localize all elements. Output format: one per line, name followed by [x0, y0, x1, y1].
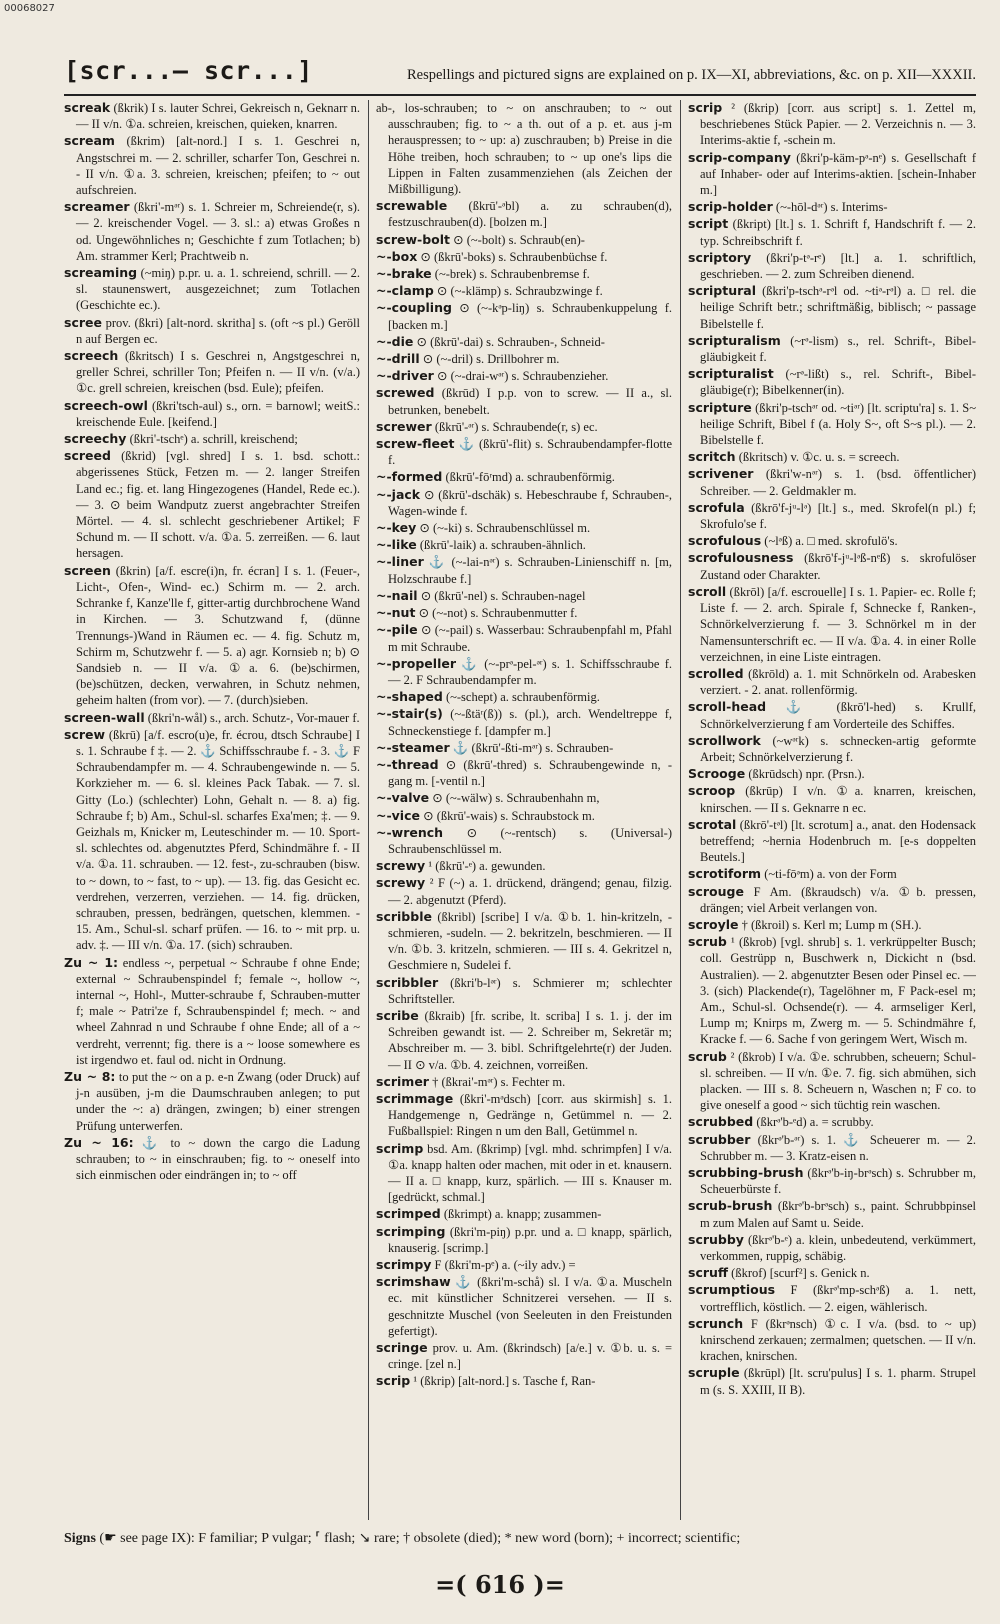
entry-headword: Zu ~ 8: [64, 1068, 116, 1084]
entry-headword: ~-drill [376, 351, 420, 367]
entry-definition: ⚓ (ßkrō'l-hed) s. Krullf, Schnörkelverzierung f am Vorderteile des Schiffes. [700, 700, 976, 731]
entry-headword: scrolled [688, 665, 744, 681]
dictionary-entry [688, 1049, 976, 1114]
entry-headword: scripturalist [688, 366, 774, 382]
dictionary-entry [688, 1365, 976, 1397]
dictionary-entry [688, 766, 976, 782]
entry-definition: (ßkri'-tschᵉ) a. schrill, kreischend; [129, 432, 298, 447]
dictionary-entry [376, 790, 672, 806]
dictionary-entry [688, 400, 976, 449]
entry-headword: ~-nail [376, 587, 418, 603]
dictionary-entry [376, 825, 672, 857]
entry-headword: ~-pile [376, 622, 418, 638]
dictionary-entry [688, 449, 976, 465]
entry-headword: scruple [688, 1365, 740, 1381]
entry-headword: ~-die [376, 333, 414, 349]
entry-definition: (ßkrᵊ'b-ᵊʳ) s. 1. ⚓ Scheuerer m. — 2. Schrubber m. — 3. Kratz-eisen n. [700, 1132, 976, 1163]
entry-headword: screwy [376, 875, 426, 891]
entry-headword: scrip-company [688, 149, 791, 165]
dictionary-entry [376, 351, 672, 367]
entry-definition: ⊙ (ßkrū'-dai) s. Schrauben-, Schneid- [416, 334, 605, 349]
entry-headword: scribble [376, 908, 432, 924]
entry-definition: ¹ (ßkrip) [alt-nord.] s. Tasche f, Ran- [413, 1374, 596, 1389]
entry-headword: scriptural [688, 283, 757, 299]
entry-headword: scroop [688, 783, 736, 799]
entry-definition: (~-schept) a. schraubenförmig. [445, 690, 600, 705]
dictionary-entry [376, 1008, 672, 1073]
entry-definition: ⊙ (ßkrū'-nel) s. Schrauben-nagel [420, 588, 586, 603]
entry-range: [scr...— scr...] [64, 56, 313, 85]
dictionary-entry [376, 198, 672, 230]
entry-definition: prov. (ßkri) [alt-nord. skritha] s. (oft ~s pl.) Geröll n auf Bergen ec. [76, 315, 360, 346]
entry-headword: scrip [376, 1373, 411, 1389]
entry-definition: (~miŋ) p.pr. u. a. 1. schreiend, schrill. — 2. sl. staunenswert, ausgezeichnet; zum Totlachen (Geschichte ec.). [76, 266, 360, 313]
dictionary-entry [64, 431, 360, 447]
dictionary-entry [688, 1198, 976, 1230]
entry-definition: (ßkrᵊ'b-iŋ-brᵊsch) s. Schrubber m, Scheuerbürste f. [700, 1166, 976, 1197]
dictionary-entry [376, 588, 672, 604]
dictionary-entry [688, 1316, 976, 1365]
dictionary-entry [376, 875, 672, 907]
dictionary-entry [376, 1091, 672, 1140]
entry-definition: (ßkri'm-piŋ) p.pr. und a. □ knapp, spärlich, knauserig. [scrimp.] [388, 1224, 672, 1255]
entry-definition: ⊙ (~-klämp) s. Schraubzwinge f. [436, 284, 603, 299]
entry-definition: ⚓ (~-prᵊ-pel-ᵊʳ) s. 1. Schiffsschraube f. — 2. F Schraubendampfer m. [388, 656, 672, 687]
entry-headword: screed [64, 448, 111, 464]
entry-definition: ² F (~) a. 1. drückend, drängend; genau, filzig. — 2. abgenutzt (Pferd). [388, 876, 672, 907]
entry-headword: scribbler [376, 974, 439, 990]
dictionary-entry [376, 706, 672, 738]
entry-headword: screechy [64, 431, 127, 447]
dictionary-entry [64, 100, 360, 132]
entry-definition: ⊙ (ßkrū'-boks) s. Schraubenbüchse f. [420, 249, 608, 264]
entry-headword: Zu ~ 16: [64, 1134, 134, 1150]
entry-definition: (ßkrō'f-jᵘ-lᵊß-nᵉß) s. skrofulöser Zustand oder Charakter. [700, 551, 976, 582]
entry-headword: Scrooge [688, 766, 746, 782]
entry-definition: (ßkrof) [scurf²] s. Genick n. [731, 1266, 870, 1281]
entry-headword: screak [64, 100, 111, 115]
entry-definition: ⊙ (~-bolt) s. Schraub(en)- [453, 232, 585, 247]
dictionary-entry [376, 1257, 672, 1273]
entry-headword: scrub [688, 1048, 727, 1064]
entry-definition: (ßkrōld) a. 1. mit Schnörkeln od. Arabesken verziert. - 2. anat. rollenförmig. [700, 666, 976, 698]
dictionary-entry [688, 1132, 976, 1164]
entry-headword: scree [64, 314, 102, 330]
signs-legend [64, 1530, 976, 1547]
dictionary-entry [376, 554, 672, 586]
dictionary-entry [376, 909, 672, 974]
dictionary-entry [376, 419, 672, 435]
dictionary-entry [688, 550, 976, 582]
entry-headword: ~-clamp [376, 283, 434, 299]
entry-headword: screwable [376, 198, 448, 214]
signs-text: (☛ see page IX): F familiar; P vulgar; ⸢ flash; ↘ rare; † obsolete (died); * new word (born); + incorrect; scientific; [99, 1531, 741, 1546]
entry-headword: scrunch [688, 1315, 744, 1331]
entry-definition: (~rᵊ-lißt) s., rel. Schrift-, Bibel-gläubige(r); Bibelkenner(in). [700, 367, 976, 398]
entry-headword: scrivener [688, 466, 754, 482]
dictionary-entry [376, 858, 672, 874]
entry-definition: (~rᵊ-lism) s., rel. Schrift-, Bibel-gläubigkeit f. [700, 333, 976, 365]
entry-headword: ~-valve [376, 790, 430, 806]
entry-headword: scrub-brush [688, 1198, 773, 1214]
dictionary-entry [376, 487, 672, 519]
dictionary-entry [64, 199, 360, 264]
entry-headword: ~-jack [376, 486, 421, 502]
entry-headword: scroyle [688, 916, 739, 932]
entry-definition: (~-brek) s. Schraubenbremse f. [434, 267, 590, 282]
dictionary-entry [376, 436, 672, 468]
entry-definition: (ßkri'-mᵊʳ) s. 1. Schreier m, Schreiende(r, s). — 2. kreischender Vogel. — 3. sl.: a) etwas Großes n od. Ungewöhnliches n; Geschichte f zum Totlachen; b) Am. strammer Kerl; Prachtweib n. [76, 200, 360, 263]
dictionary-entry [688, 366, 976, 398]
dictionary-entry [688, 283, 976, 332]
entry-definition: (ßkritsch) I s. Geschrei n, Angstgeschrei n, greller Schrei, schriller Ton; Pfeifen n. — II v/n. (v/a.) ①c. grell schreien, kreischen (bsd. Eule); pfeifen. [76, 349, 360, 396]
entry-headword: scrubbing-brush [688, 1165, 804, 1180]
dictionary-entry [688, 1165, 976, 1197]
entry-headword: scream [64, 133, 115, 149]
entry-definition: (ßkript) [lt.] s. 1. Schrift f, Handschrift f. — 2. typ. Schreibschrift f. [700, 217, 976, 248]
entry-headword: scrimped [376, 1206, 441, 1222]
entry-headword: ~-box [376, 248, 418, 264]
entry-headword: scroll-head [688, 699, 767, 715]
dictionary-entry [376, 757, 672, 789]
entry-definition: (~wᵊʳk) s. schnecken-artig geformte Arbeit; Schnörkelverzierung f. [700, 733, 976, 764]
entry-definition: ² (ßkrob) I v/a. ①e. schrubben, scheuern; Schul-sl. schreiben. — II v/n. ①e. 7. fig. sich abmühen, sich placken. — III s. 8. Scheuern n, Waschen n; F co. to give oneself a good ~ sich tüchtig rein waschen. [700, 1049, 976, 1113]
entry-headword: scriptory [688, 249, 752, 265]
entry-headword: scrubby [688, 1231, 744, 1247]
entry-definition: (ßkri'tsch-aul) s., orn. = barnowl; weitS.: kreischende Eule. [keifend.] [76, 398, 360, 429]
dictionary-entry [688, 699, 976, 731]
entry-definition: (ßkri'w-nᵊʳ) s. 1. (bsd. öffentlicher) Schreiber. — 2. Geldmakler m. [700, 467, 976, 498]
dictionary-entry [376, 1224, 672, 1256]
dictionary-entry [688, 884, 976, 916]
entry-definition: (ßkrᵊ'b-brᵊsch) s., paint. Schrubbpinsel m zum Malen auf Samt u. Seide. [700, 1199, 976, 1230]
entry-definition: (ßkrin) [a/f. escre(i)n, fr. écran] I s. 1. (Feuer-, Licht-, Ofen-, Wind- ec.) Schirm m. — 2. arch. Schranke f, Kanze'lle f, gitter-artig durchbrochene Wand in Kirchen. — 3. Schutzwand f, (dünne Trennungs-)Wand in Räumen ec. — 4. fig. Schutz m, Schirm m, Schutzwehr f. — 5. a) agr. Kornsieb n; b) ⊙ Sandsieb n. — II v/a. ①a. 6. (be)schirmen, (be)schützen, decken, verwahren, in Schutz nehmen, geheim halten (from vor). — 7. (durch)sieben. [76, 563, 360, 708]
column-3 [688, 100, 976, 1520]
dictionary-entry [376, 334, 672, 350]
entry-definition: ⊙ (ßkrū'-thred) s. Schraubengewinde n, -gang m. [-ventil n.] [388, 757, 672, 789]
entry-definition: ⚓ (ßkri'm-schå) sl. I v/a. ①a. Muscheln ec. mit künstlicher Schnitzerei versehen. — II s. geschnitzte Muschel (von Seeleuten in den Freistunden gefertigt). [388, 1275, 672, 1338]
entry-definition: ⊙ (~-pail) s. Wasserbau: Schraubenpfahl m, Pfahl m mit Schraube. [388, 623, 672, 654]
dictionary-entry [376, 266, 672, 282]
entry-definition: (ßkri'p-tᵊ-rᵉ) [lt.] a. 1. schriftlich, geschrieben. — 2. zum Schreiben dienend. [700, 250, 976, 282]
entry-headword: ~-shaped [376, 689, 443, 705]
dictionary-entry [64, 710, 360, 726]
dictionary-entry [688, 250, 976, 282]
entry-headword: screamer [64, 199, 130, 215]
entry-definition: (ßkri'p-tschᵊ-rᵊl od. ~tiᵊ-rᵊl) a. □ rel. die heilige Schrift betr.; schriftmäßig, biblisch; ~ passage Bibelstelle f. [700, 284, 976, 331]
entry-headword: ~-driver [376, 368, 434, 384]
entry-definition: (ßkri'b-lᵊʳ) s. Schmierer m; schlechter Schriftsteller. [388, 975, 672, 1006]
dictionary-entry [376, 689, 672, 705]
entry-definition: (ßkrō'-tᵊl) [lt. scrotum] a., anat. den Hodensack betreffend; ~hernia Hodenbruch m. [e-s doppelten Beutels.] [700, 817, 976, 865]
entry-headword: ~-vice [376, 807, 420, 823]
entry-headword: scrip-holder [688, 199, 773, 215]
dictionary-entry [688, 666, 976, 698]
entry-headword: ~-like [376, 537, 417, 553]
dictionary-entry [64, 1135, 360, 1184]
entry-definition: (ßkraib) [fr. scribe, lt. scriba] I s. 1. j. der im Schreiben gewandt ist. — 2. Schreiber m, Sekretär m; Abschreiber m. — 3. bibl. Schriftgelehrte(r) der Juden. — II ⊙ v/a. ①b. 4. zeichnen, vorreißen. [388, 1008, 672, 1072]
dictionary-entry [688, 1232, 976, 1264]
entry-definition: (ßkrim) [alt-nord.] I s. 1. Geschrei n, Angstschrei m. — 2. schriller, scharfer Ton, Geschrei n. - II v/n. ①a. 3. schreien, kreischen; pfeifen; to ~ out aufschreien. [76, 134, 360, 198]
dictionary-entry [376, 385, 672, 417]
entry-definition: (ßkrū'-laik) a. schrauben-ähnlich. [419, 538, 586, 553]
entry-headword: ~-nut [376, 605, 416, 621]
column-divider [680, 100, 681, 1520]
entry-definition: (~ti-fōᵊm) a. von der Form [764, 867, 897, 882]
entry-definition: to put the ~ on a p. e-n Zwang (oder Druck) auf j-n ausüben, j-m die Daumschrauben anlegen; to put under the ~: a) drängen, zwingen; b) einer strengen Prüfung unterwerfen. [76, 1069, 360, 1133]
entry-definition: (ßkrūpl) [lt. scru'pulus] I s. 1. pharm. Strupel m (s. S. XXIII, II B). [700, 1366, 976, 1397]
dictionary-entry [688, 150, 976, 199]
entry-headword: ~-key [376, 520, 417, 536]
entry-definition: (ßkri'p-käm-pᵊ-nᵉ) s. Gesellschaft f auf Inhaber- oder auf Interims-aktien. [schein-Inhaber m.] [700, 150, 976, 198]
dictionary-entry [376, 232, 672, 248]
entry-definition: (ßkrō'f-jᵘ-lᵊ) [lt.] s., med. Skrofel(n pl.) f; Skrofulo'se f. [700, 500, 976, 532]
entry-definition: ⚓ (~-lai-nᵊʳ) s. Schrauben-Linienschiff n. [m, Holzschraube f.] [388, 555, 672, 586]
dictionary-entry [688, 100, 976, 149]
column-2 [376, 100, 672, 1520]
entry-headword: screwy [376, 858, 426, 874]
entry-definition: (ßkribl) [scribe] I v/a. ①b. 1. hin-kritzeln, -schmieren, -sudeln. — 2. bekritzeln, beschmieren. — II v/n. ①b. 3. kritzeln, schmieren. — III s. 4. Gekritzel n, Geschmiere n, Sudelei f. [388, 909, 672, 973]
entry-definition: ab-, los-schrauben; to ~ on anschrauben; to ~ out ausschrauben; fig. to ~ a th. out of a p. et. aus j-m herauspressen; to ~ up: a) zuschrauben; b) Preise in die Höhe treiben, hoch schrauben; to ~ up one's lips die Lippen in Falten zusammenziehen (als Zeichen der Mißbilligung). [376, 101, 672, 197]
dictionary-entry [64, 398, 360, 430]
column-1 [64, 100, 360, 1520]
entry-definition: (ßkri'p-tschᵊʳ od. ~tiᵊʳ) [lt. scriptu'ra] s. 1. S~ heilige Schrift, Bibel f (a. Holy S~, oft S~s pl.). — 2. Bibelstelle f. [700, 400, 976, 448]
entry-headword: scrotiform [688, 866, 762, 882]
entry-definition: ⊙ (~-wälw) s. Schraubenhahn m, [432, 791, 600, 806]
entry-headword: ~-wrench [376, 824, 444, 840]
entry-headword: scrotal [688, 816, 737, 832]
entry-definition: (ßkrimpt) a. knapp; zusammen- [443, 1207, 602, 1222]
entry-definition: (ßkrik) I s. lauter Schrei, Gekreisch n, Geknarr n. — II v/n. ①a. schreien, kreischen, quieken, knarren. [76, 101, 360, 132]
entry-headword: scrofulous [688, 533, 762, 549]
dictionary-entry [688, 533, 976, 549]
dictionary-entry [688, 216, 976, 248]
dictionary-entry [688, 917, 976, 933]
dictionary-entry [688, 1282, 976, 1314]
entry-definition: ⚓ to ~ down the cargo die Ladung schrauben; to ~ in einschrauben; fig. to ~ oneself into sich einmischen oder eindrängen in; to ~ off [76, 1135, 360, 1183]
page-id: 00068027 [4, 3, 55, 14]
page-header [64, 54, 976, 96]
dictionary-columns [64, 100, 976, 1520]
entry-definition: ⊙ (~-ki) s. Schraubenschlüssel m. [419, 521, 591, 536]
entry-definition: (ßkrᵊ'b-ᵉd) a. = scrubby. [756, 1115, 874, 1130]
entry-headword: ~-brake [376, 266, 432, 282]
entry-headword: scrimpy [376, 1257, 432, 1273]
entry-headword: scrofula [688, 499, 745, 515]
dictionary-entry [376, 100, 672, 197]
entry-definition: (ßkritsch) v. ①c. u. s. = screech. [738, 450, 900, 465]
dictionary-entry [64, 348, 360, 397]
entry-headword: scrimer [376, 1073, 429, 1089]
entry-definition: ⊙ (~-rentsch) s. (Universal-) Schraubenschlüssel m. [388, 825, 672, 856]
entry-definition: ² (ßkrip) [corr. aus script] s. 1. Zettel m, beschriebenes Stück Papier. — 2. Verzeichnis n. — 3. Interims-aktie f, -schein m. [700, 101, 976, 148]
dictionary-entry [688, 783, 976, 815]
entry-definition: bsd. Am. (ßkrimp) [vgl. mhd. schrimpfen] I v/a. ①a. knapp halten oder machen, mit oder in et. knausern. — II a. □ knapp, kurz, spärlich. — III s. Knauser m. [gedrückt, schmal.] [388, 1141, 672, 1205]
entry-definition: ⊙ (ßkrū'-wais) s. Schraubstock m. [423, 808, 595, 823]
entry-definition: (ßkrūd) I p.p. von to screw. — II a., sl. betrunken, benebelt. [388, 386, 672, 417]
dictionary-entry [376, 808, 672, 824]
entry-definition: (ßkrū'-ᵊʳ) s. Schraubende(r, s) ec. [434, 419, 598, 434]
entry-definition: F (ßkri'm-pᵉ) a. (~ily adv.) = [434, 1258, 576, 1273]
entry-headword: scrimping [376, 1223, 446, 1239]
entry-definition: ⊙ (~-dril) s. Drillbohrer m. [422, 352, 560, 367]
dictionary-entry [688, 934, 976, 1047]
entry-headword: scripturalism [688, 332, 781, 348]
dictionary-entry [64, 563, 360, 709]
dictionary-entry [376, 300, 672, 332]
entry-definition: (~lᵊß) a. □ med. skrofulö's. [764, 534, 898, 549]
entry-definition: ⊙ (~-kᵊp-liŋ) s. Schraubenkuppelung f. [backen m.] [388, 301, 672, 332]
dictionary-entry [376, 520, 672, 536]
dictionary-entry [376, 1141, 672, 1206]
dictionary-entry [376, 249, 672, 265]
entry-headword: scrouge [688, 883, 744, 899]
entry-headword: ~-steamer [376, 739, 450, 755]
dictionary-entry [688, 1265, 976, 1281]
dictionary-entry [688, 466, 976, 498]
entry-definition: † (ßkrai'-mᵊʳ) s. Fechter m. [432, 1074, 566, 1089]
entry-headword: scrimmage [376, 1090, 454, 1106]
entry-definition: ⊙ (ßkrū'-dschäk) s. Hebeschraube f, Schrauben-, Wagen-winde f. [388, 487, 672, 518]
dictionary-entry [64, 265, 360, 314]
dictionary-entry [376, 975, 672, 1007]
entry-definition: ¹ (ßkrob) [vgl. shrub] s. 1. verkrüppelter Busch; coll. Gestrüpp n, Buschwerk n, Dickicht n (bsd. Australien). — 2. abgenutzter Besen oder Pinsel ec. — 3. (sich) Plackende(r), Tagelöhner m, F Pack-esel m; Am., Schul-sl. Ochsende(r). — 4. armseliger Kerl, Lump m; Knirps m, Zwerg m. — 5. Schindmähre f, Kracke f. — 6. Sache f von geringem Wert, Wisch m. [700, 935, 976, 1047]
dictionary-entry [376, 622, 672, 654]
entry-definition: (~-ßtäʳ(ß)) s. (pl.), arch. Wendeltreppe f, Schneckenstiege f. [dampfer m.] [388, 707, 672, 738]
dictionary-entry [688, 733, 976, 765]
dictionary-entry [376, 605, 672, 621]
entry-definition: prov. u. Am. (ßkrindsch) [a/e.] v. ①b. u. s. = cringe. [zel n.] [388, 1341, 672, 1372]
entry-definition: (ßkrūp) I v/n. ①a. knarren, kreischen, knirschen. — II s. Geknarre n ec. [700, 784, 976, 815]
entry-headword: ~-thread [376, 756, 439, 772]
entry-headword: scringe [376, 1340, 428, 1356]
dictionary-entry [376, 1206, 672, 1222]
entry-headword: screech [64, 348, 119, 364]
dictionary-entry [688, 333, 976, 365]
entry-headword: screw-fleet [376, 436, 455, 452]
entry-headword: screw-bolt [376, 231, 451, 247]
entry-definition: ¹ (ßkrū'-ᵉ) a. gewunden. [428, 859, 546, 874]
entry-headword: scrip [688, 100, 723, 115]
entry-headword: ~-formed [376, 469, 443, 485]
dictionary-entry [688, 866, 976, 882]
entry-headword: ~-coupling [376, 300, 452, 316]
entry-headword: screen-wall [64, 709, 145, 725]
dictionary-entry [688, 199, 976, 215]
entry-headword: screen [64, 562, 111, 578]
header-note: Respellings and pictured signs are explained on p. IX—XI, abbreviations, &c. on p. XII—XXXII. [407, 67, 976, 83]
entry-headword: scripture [688, 399, 752, 415]
entry-definition: (ßkrid) [vgl. shred] I s. 1. bsd. schott.: abgerissenes Stück, Fetzen m. — 2. langer Streifen Land ec.; fig. et. lang Hingezogenes (Handel, Rede ec.). — 3. ⊙ beim Wandputz zuerst angebrachter Streifen Mörtel. — 4. sl. schlecht geschriebener Artikel; F Schund m. — II schott. v/a. ①a. 5. zerreißen. — 6. laut hersagen. [76, 449, 360, 561]
dictionary-entry [376, 368, 672, 384]
entry-headword: screech-owl [64, 397, 148, 413]
entry-headword: scrimp [376, 1140, 424, 1156]
dictionary-entry [64, 727, 360, 954]
entry-definition: F (ßkrᵊ'mp-schᵊß) a. 1. nett, vortrefflich, köstlich. — 2. eigen, wählerisch. [700, 1283, 976, 1314]
entry-definition: (ßkrū'-ᵊbl) a. zu schrauben(d), festzuschrauben(d). [bolzen m.] [388, 199, 672, 230]
dictionary-entry [376, 1074, 672, 1090]
dictionary-entry [376, 656, 672, 688]
entry-headword: scribe [376, 1007, 419, 1023]
entry-definition: F Am. (ßkraudsch) v/a. ①b. pressen, drängen; viel Arbeit verlangen von. [700, 884, 976, 915]
dictionary-entry [376, 469, 672, 485]
entry-headword: scrubbed [688, 1114, 754, 1130]
entry-headword: script [688, 216, 729, 232]
entry-headword: scrofulousness [688, 550, 794, 566]
page-number: =( 616 )= [435, 1570, 565, 1599]
entry-headword: screwer [376, 418, 432, 434]
dictionary-entry [64, 955, 360, 1068]
entry-definition: † (ßkroil) s. Kerl m; Lump m (SH.). [741, 917, 922, 932]
entry-definition: (~-hōl-dᵊʳ) s. Interims- [775, 200, 888, 215]
entry-definition: (ßkrᵊ'b-ᵉ) a. klein, unbedeutend, verkümmert, verkommen, ruppig, schäbig. [700, 1232, 976, 1264]
dictionary-entry [64, 1069, 360, 1134]
entry-definition: ⚓ (ßkrū'-ßti-mᵊʳ) s. Schrauben- [452, 740, 614, 755]
entry-definition: F (ßkrᵊnsch) ①c. I v/a. (bsd. to ~ up) knirschend zerkauen; zermalmen; quetschen. — II v/n. krachen, knirschen. [700, 1316, 976, 1364]
entry-headword: screwed [376, 385, 435, 401]
entry-definition: ⊙ (~-drai-wᵊʳ) s. Schraubenzieher. [436, 369, 609, 384]
entry-headword: screaming [64, 265, 138, 281]
dictionary-entry [376, 1274, 672, 1339]
entry-definition: ⊙ (~-not) s. Schraubenmutter f. [418, 606, 578, 621]
dictionary-entry [688, 584, 976, 665]
entry-headword: ~-liner [376, 554, 424, 570]
dictionary-entry [64, 448, 360, 561]
entry-headword: Zu ~ 1: [64, 954, 119, 970]
entry-definition: (ßkrūdsch) npr. (Prsn.). [748, 767, 865, 782]
entry-headword: scrimshaw [376, 1274, 451, 1290]
dictionary-entry [376, 740, 672, 756]
entry-definition: (ßkri'n-wål) s., arch. Schutz-, Vor-mauer f. [147, 710, 360, 725]
dictionary-entry [376, 1340, 672, 1372]
entry-headword: scritch [688, 449, 736, 465]
dictionary-entry [688, 817, 976, 866]
entry-headword: scrub [688, 934, 727, 950]
entry-definition: (ßkrū'-fōʳmd) a. schraubenförmig. [445, 470, 615, 485]
entry-headword: scrumptious [688, 1282, 776, 1298]
dictionary-entry [688, 500, 976, 532]
entry-definition: (ßkrū) [a/f. escro(u)e, fr. écrou, dtsch Schraube] I s. 1. Schraube f ‡. — 2. ⚓ Schiffsschraube f. - 3. ⚓ F Schraubendampfer m. — 4. Schraubengewinde n. — 5. Korkzieher m. — 6. sl. kleines Pack Tabak. — 7. sl. Gitty (Lo.) (schlechter) Lohn, Gehalt n. — 8. a) fig. Schraube f; b) Am., Schul-sl. scharfes Exa'men; ‡. — 9. Geizhals m, Knicker m, Leuteschinder m. — 10. Sport-sl. schlechtes od. abgenutztes Pferd, Schindmähre f. - II v/a. ①a. 11. schrauben. — 12. fest-, zu-schrauben (bisw. to ~ down, to ~ fast, to ~ up). — 13. fig. das Gesicht ec. verdrehen, verzerren, verziehen. — 14. fig. drücken, schrauben, pressen, bedrängen, quetschen, klemmen. - 15. Am., Schul-sl. scharf prüfen. — 16. to ~ mit prp. u. adv. ‡. — III v/n. ①a. 17. (sich) schrauben. [76, 727, 360, 953]
dictionary-entry [376, 537, 672, 553]
entry-headword: screw [64, 726, 106, 742]
column-divider [368, 100, 369, 1520]
entry-definition: (ßkri'-mᵊdsch) [corr. aus skirmish] s. 1. Handgemenge n, Gedränge n, Getümmel n. — 2. Fußballspiel: Ringen n um den Ball, Getümmel n. [388, 1091, 672, 1139]
dictionary-entry [64, 315, 360, 347]
entry-headword: ~-propeller [376, 655, 456, 671]
entry-headword: scruff [688, 1265, 729, 1281]
dictionary-entry [376, 1373, 672, 1389]
entry-headword: ~-stair(s) [376, 706, 443, 722]
entry-definition: endless ~, perpetual ~ Schraube f ohne Ende; external ~ Schraubenspindel f; female ~, hollow ~, internal ~, Hohl-, Mutter-schraube f, Schrauben-mutter f; male ~ Patri'ze f, Schraubenspindel f; mech. ~ and wheel Zahnrad n und Schraube f ohne Ende; all of a ~ verdreht, verrennt; fig. there is a ~ loose somewhere es ist irgendwo et. faul od. nicht in Ordnung. [76, 955, 360, 1067]
dictionary-entry [376, 283, 672, 299]
entry-headword: scrollwork [688, 732, 761, 748]
entry-definition: (ßkrōl) [a/f. escrouelle] I s. 1. Papier- ec. Rolle f; Liste f. — 2. arch. Spirale f, Schnecke f, Ranken-, Schnörkelverzierung f. — 3. Schnörkel m in der Namensunterschrift ec. — II v/a. ①a. 4. in einer Rolle verzeichnen, in eine Liste eintragen. [700, 584, 976, 664]
entry-definition: ⚓ (ßkrū'-flit) s. Schraubendampfer-flotte f. [388, 437, 672, 468]
dictionary-entry [688, 1114, 976, 1130]
signs-label: Signs [64, 1531, 96, 1546]
dictionary-entry [64, 133, 360, 198]
entry-headword: scroll [688, 583, 727, 599]
entry-headword: scrubber [688, 1131, 751, 1147]
